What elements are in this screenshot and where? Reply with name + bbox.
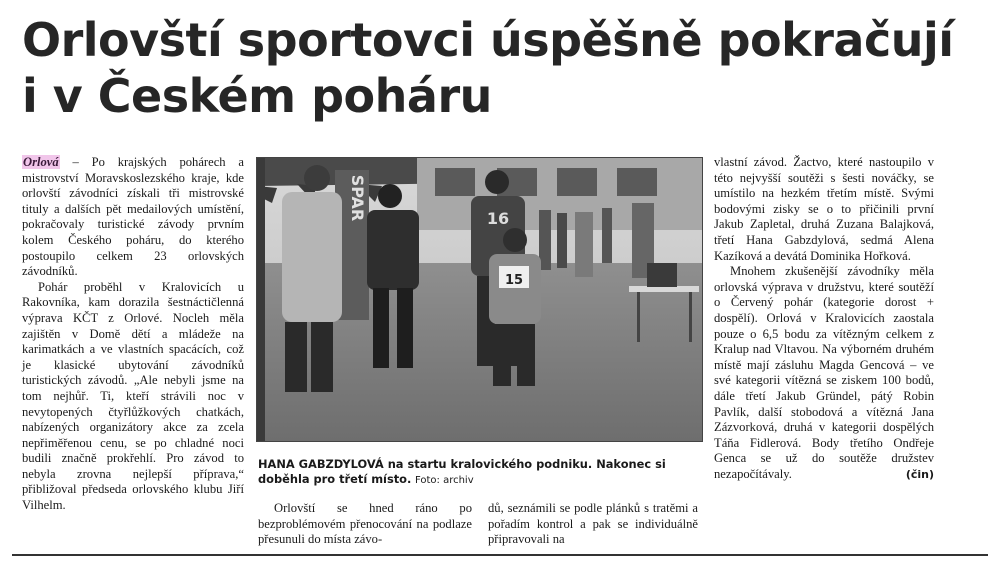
bib-number-2: 15: [504, 273, 524, 288]
bottom-rule: [12, 554, 988, 556]
article-photo: [256, 157, 703, 442]
article-column-right: [714, 155, 934, 482]
paragraph-5: [714, 264, 934, 482]
paragraph-4: vlastní závod. Žactvo, které nastoupilo v této nejvyšší soutěži s šesti nováčky, se umístilo na hezkém třetím místě. Svými bodovými zisky se o to přičinili první Jakub Zapletal, druhá Zuzana Balajková, třetí Hana Gabzdylová, sedmá Alena Kazíková a devátá Dominika Hořková.: [714, 155, 934, 263]
author-signature: (čin): [905, 467, 934, 481]
paragraph-5-text: Mnohem zkušenější závodníky měla orlovská výprava v družstvu, které soutěží o Červený pohár (kategorie dorost + dospělí). Orlová v Kralovicích zaostala pouze o 6,5 bodu za vítězným celkem z Kralup nad Vltavou. Na výborném druhém místě mají zásluhu Magda Gencová – ve své kategorii vítězná se ziskem 100 bodů, dále třetí Jakub Gründel, pátý Robin Pavlík, další stobodová a vítězná Jana Zázvorková, druhá v kategorii dospělých Táňa Fidlerová. Body třetího Ondřeje Genca se už do soutěže družstev nezapočítávaly.: [714, 264, 934, 481]
dateline-location: Orlová: [23, 155, 59, 169]
lead-text: – Po krajských pohárech a mistrovství Moravskoslezského kraje, kde orlovští závodníci získali tři mistrovské tituly a dalších pět medailových umístění, pokračovaly turistické závody prvním kolem Českého poháru, do kterého postoupilo celkem 23 orlovských závodníků.: [22, 155, 244, 279]
paragraph-3b: dů, seznámili se podle plánků s tratěmi a pořadím kontrol a pak se individuálně připravovali na: [488, 501, 698, 547]
photo-caption: [258, 457, 700, 488]
article-column-middle-right: [488, 501, 698, 548]
headline: Orlovští sportovci úspěšně pokračují i v Českém poháru: [22, 13, 954, 123]
paragraph-2: Pohár proběhl v Kralovicích u Rakovníka, kam dorazila šestnáctičlenná výprava KČT z Orlové. Nocleh měla zajištěn v Domě dětí a mládeže na karimatkách a ve vlastních spacácích, což je klasické ubytování závodníků turistických závodů. „Ale nebyli jsme na tom nejhůř. Ti, kteří strávili noc v nevytopených čtyřlůžkových chatkách, nabízených organizátory akce za zcela nepřiměřenou cenu, se po chladné noci budili značně prokřehlí. Pro závod to nebyla zrovna nejlepší příprava,“ přibližoval předseda orlovského klubu Jiří Vilhelm.: [22, 279, 244, 513]
article-column-left: [22, 155, 244, 514]
article-column-middle-left: [258, 501, 472, 548]
bib-number-1: 16: [486, 209, 510, 228]
banner-text: SPAR: [348, 174, 367, 222]
caption-text: HANA GABZDYLOVÁ na startu kralovického podniku. Nakonec si doběhla pro třetí místo.: [258, 457, 666, 486]
photo-credit: Foto: archiv: [414, 475, 474, 486]
lead-paragraph: [22, 155, 244, 280]
paragraph-3a: Orlovští se hned ráno po bezproblémovém přenocování na podlaze přesunuli do místa závo-: [258, 501, 472, 547]
